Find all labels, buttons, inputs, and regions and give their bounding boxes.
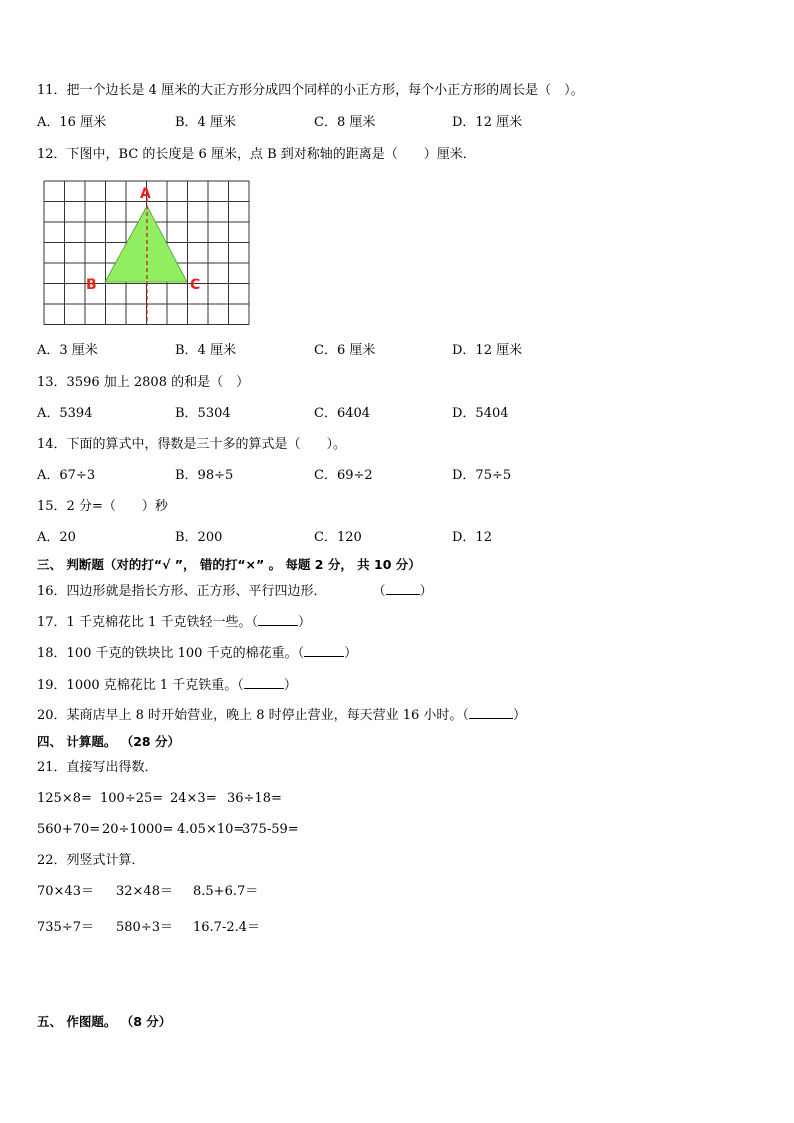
q12-option-b: B．4 厘米: [175, 343, 236, 358]
q14-option-a: A．67÷3: [37, 468, 96, 483]
q13-option-a: A．5394: [37, 406, 93, 421]
q12-text: 12．下图中，BC 的长度是 6 厘米，点 B 到对称轴的距离是（ ）厘米．: [37, 147, 476, 162]
q18-text: 18．100 千克的铁块比 100 千克的棉花重。: [37, 646, 298, 661]
green-triangle: [105, 206, 187, 282]
q21-expr: 24×3=: [170, 791, 217, 806]
q12-option-d: D．12 厘米: [452, 343, 523, 358]
q11-option-d: D．12 厘米: [452, 115, 523, 130]
q12-figure: [40, 178, 252, 326]
q21-expr: 560+70=: [37, 822, 101, 837]
q21-expr: 4.05×10=: [177, 822, 245, 837]
q21-expr: 100÷25=: [100, 791, 164, 806]
q11-option-b: B．4 厘米: [175, 115, 236, 130]
q11-option-c: C．8 厘米: [314, 115, 376, 130]
label-a: A: [140, 186, 151, 202]
q15-option-a: A．20: [37, 530, 76, 545]
label-c: C: [190, 277, 201, 293]
q15-option-d: D．12: [452, 530, 492, 545]
q22-expr: 32×48＝: [116, 884, 173, 899]
q22-expr: 735÷7＝: [37, 920, 94, 935]
q20-line: 20．某商店早上 8 时开始营业，晚上 8 时停止营业，每天营业 16 小时。（ ）: [37, 708, 526, 723]
q22-expr: 70×43＝: [37, 884, 94, 899]
section5-title: 五、 作图题。 （8 分）: [37, 1014, 172, 1029]
q17-text: 17．1 千克棉花比 1 千克铁轻一些。: [37, 615, 252, 630]
q14-text: 14．下面的算式中，得数是三十多的算式是（ ）。: [37, 437, 347, 452]
q22-expr: 580÷3＝: [116, 920, 173, 935]
q18-answer-blank[interactable]: [304, 645, 344, 657]
q17-answer-blank[interactable]: [258, 614, 298, 626]
q13-option-d: D．5404: [452, 406, 509, 421]
q13-text: 13．3596 加上 2808 的和是（ ）: [37, 375, 250, 390]
q11-option-a: A．16 厘米: [37, 115, 107, 130]
q20-text: 20．某商店早上 8 时开始营业，晚上 8 时停止营业，每天营业 16 小时。: [37, 708, 463, 723]
q21-expr: 125×8=: [37, 791, 92, 806]
q17-line: 17．1 千克棉花比 1 千克铁轻一些。（ ）: [37, 615, 312, 630]
q18-line: 18．100 千克的铁块比 100 千克的棉花重。（ ）: [37, 646, 358, 661]
q21-expr: 20÷1000=: [102, 822, 174, 837]
q15-text: 15．2 分=（ ）秒: [37, 499, 168, 514]
q16-line: 16．四边形就是指长方形、正方形、平行四边形． （ ）: [37, 584, 433, 599]
q22-text: 22．列竖式计算．: [37, 853, 145, 868]
label-b: B: [86, 277, 97, 293]
q15-option-b: B．200: [175, 530, 223, 545]
q21-expr: 36÷18=: [227, 791, 282, 806]
q20-answer-blank[interactable]: [469, 707, 513, 719]
section3-title: 三、 判断题（对的打“√ ”， 错的打“×” 。 每题 2 分， 共 10 分）: [37, 557, 421, 572]
q21-text: 21．直接写出得数．: [37, 760, 158, 775]
q19-text: 19．1000 克棉花比 1 千克铁重。: [37, 678, 238, 693]
q13-option-b: B．5304: [175, 406, 231, 421]
q13-option-c: C．6404: [314, 406, 371, 421]
q16-text: 16．四边形就是指长方形、正方形、平行四边形．: [37, 584, 327, 599]
q12-option-a: A．3 厘米: [37, 343, 98, 358]
q14-option-b: B．98÷5: [175, 468, 234, 483]
q22-expr: 16.7-2.4＝: [193, 920, 261, 935]
section4-title: 四、 计算题。 （28 分）: [37, 734, 180, 749]
q14-option-d: D．75÷5: [452, 468, 512, 483]
q12-option-c: C．6 厘米: [314, 343, 376, 358]
q22-expr: 8.5+6.7＝: [193, 884, 259, 899]
q19-answer-blank[interactable]: [244, 677, 284, 689]
q14-option-c: C．69÷2: [314, 468, 373, 483]
q11-text: 11．把一个边长是 4 厘米的大正方形分成四个同样的小正方形，每个小正方形的周长是（ ）。: [37, 83, 584, 98]
q15-option-c: C．120: [314, 530, 362, 545]
q16-answer-blank[interactable]: [386, 583, 420, 595]
q21-expr: 375-59=: [242, 822, 299, 837]
q19-line: 19．1000 克棉花比 1 千克铁重。（ ）: [37, 678, 297, 693]
